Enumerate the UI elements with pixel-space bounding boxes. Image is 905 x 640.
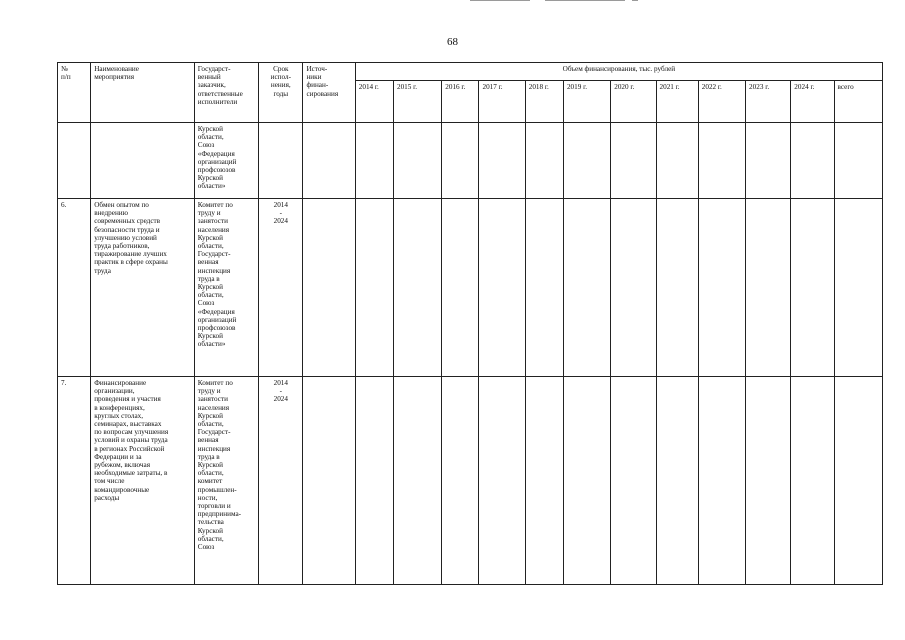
row-period	[259, 123, 303, 199]
scan-artifact-line	[632, 0, 638, 1]
row-year-value	[746, 199, 791, 377]
row-year-value	[442, 123, 479, 199]
row-year-value	[355, 199, 393, 377]
row-year-value	[791, 199, 834, 377]
header-num: № п/п	[58, 63, 91, 123]
row-source	[303, 199, 355, 377]
row-year-value	[563, 377, 610, 585]
row-total-value	[834, 199, 882, 377]
header-executor: Государст- венный заказчик, ответственные исполнители	[194, 63, 258, 123]
row-total-value	[834, 123, 882, 199]
header-year: 2016 г.	[442, 81, 479, 123]
header-name: Наименование мероприятия	[91, 63, 195, 123]
header-period: Срок испол- нения, годы	[259, 63, 303, 123]
header-row	[58, 63, 883, 81]
row-year-value	[746, 377, 791, 585]
row-year-value	[479, 123, 525, 199]
row-year-value	[611, 377, 656, 585]
row-year-value	[355, 377, 393, 585]
row-source	[303, 377, 355, 585]
row-executor: Комитет по труду и занятости населения Курской области, Государст- венная инспекция труда в Курской области, комитет промышлен- ности, торговли и предпринима- тельства Курской области, Союз	[194, 377, 258, 585]
row-year-value	[563, 123, 610, 199]
row-year-value	[479, 377, 525, 585]
header-year: 2018 г.	[525, 81, 563, 123]
row-year-value	[698, 377, 745, 585]
row-year-value	[393, 377, 441, 585]
row-period: 2014 - 2024	[259, 377, 303, 585]
row-year-value	[393, 123, 441, 199]
row-year-value	[611, 123, 656, 199]
row-year-value	[479, 199, 525, 377]
row-year-value	[442, 199, 479, 377]
row-year-value	[746, 123, 791, 199]
row-name: Финансирование организации, проведения и участия в конференциях, круглых столах, семинарах, выставках по вопросам улучшения условий и охраны труда в регионах Российской Федерации и за рубежом, включая необходимые затраты, в том числе командировочные расходы	[91, 377, 195, 585]
header-source: Источ- ники финан- сирования	[303, 63, 355, 123]
header-year: 2021 г.	[656, 81, 698, 123]
row-year-value	[698, 123, 745, 199]
row-year-value	[442, 377, 479, 585]
row-name	[91, 123, 195, 199]
header-year: 2020 г.	[611, 81, 656, 123]
table-row	[58, 377, 883, 585]
page-number: 68	[447, 36, 458, 48]
scan-artifact-line	[470, 0, 530, 1]
row-year-value	[525, 377, 563, 585]
row-year-value	[525, 199, 563, 377]
row-executor: Курской области, Союз «Федерация организаций профсоюзов Курской области»	[194, 123, 258, 199]
row-num	[58, 123, 91, 199]
row-year-value	[611, 199, 656, 377]
row-year-value	[393, 199, 441, 377]
row-source	[303, 123, 355, 199]
row-year-value	[355, 123, 393, 199]
header-year: 2022 г.	[698, 81, 745, 123]
row-year-value	[698, 199, 745, 377]
row-num: 6.	[58, 199, 91, 377]
header-year: 2019 г.	[563, 81, 610, 123]
header-year: 2017 г.	[479, 81, 525, 123]
table-row	[58, 199, 883, 377]
header-year: 2014 г.	[355, 81, 393, 123]
row-executor: Комитет по труду и занятости населения Курской области, Государст- венная инспекция труда в Курской области, Союз «Федерация организаций профсоюзов Курской области»	[194, 199, 258, 377]
row-year-value	[791, 123, 834, 199]
header-year: 2023 г.	[746, 81, 791, 123]
header-funding: Объем финансирования, тыс. рублей	[355, 63, 882, 81]
header-year: 2015 г.	[393, 81, 441, 123]
row-year-value	[656, 377, 698, 585]
row-num: 7.	[58, 377, 91, 585]
header-year: 2024 г.	[791, 81, 834, 123]
header-year-total: всего	[834, 81, 882, 123]
row-year-value	[656, 123, 698, 199]
row-year-value	[791, 377, 834, 585]
row-name: Обмен опытом по внедрению современных средств безопасности труда и улучшению условий труда работников, тиражирование лучших практик в сфере охраны труда	[91, 199, 195, 377]
row-year-value	[656, 199, 698, 377]
row-year-value	[563, 199, 610, 377]
scan-artifact-line	[545, 0, 625, 1]
row-period: 2014 - 2024	[259, 199, 303, 377]
row-total-value	[834, 377, 882, 585]
table-row	[58, 123, 883, 199]
financing-table	[57, 62, 883, 585]
row-year-value	[525, 123, 563, 199]
